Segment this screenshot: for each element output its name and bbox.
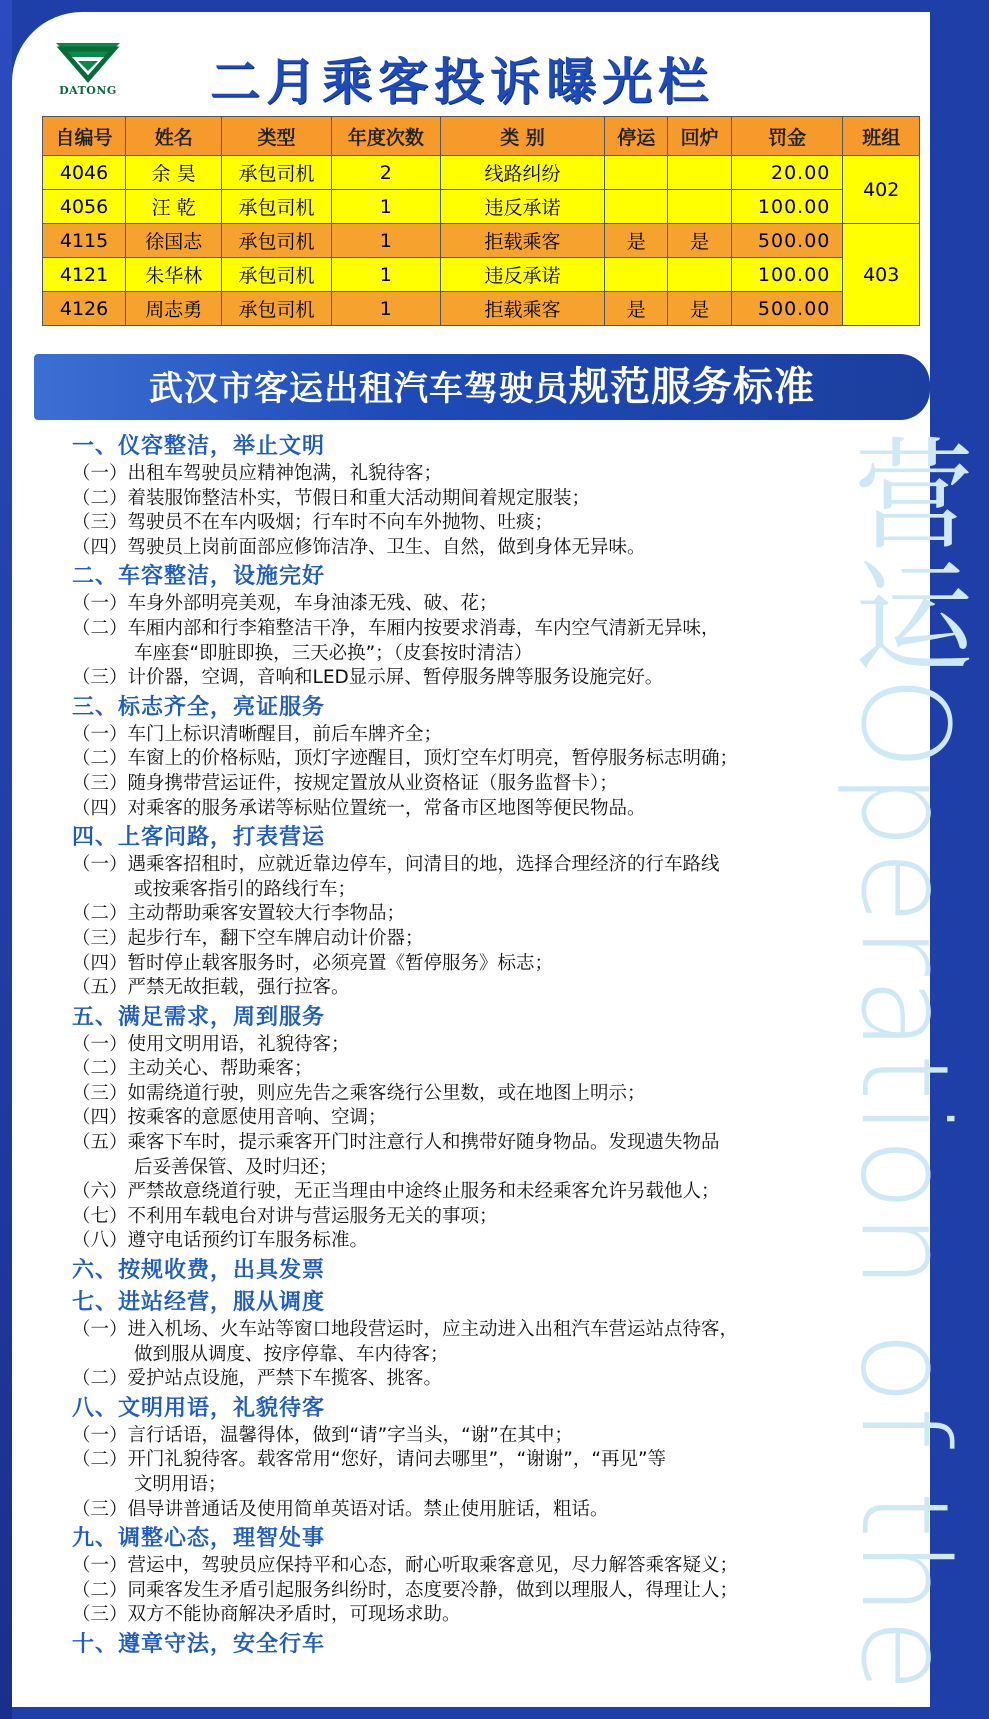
item-number: （三） [72, 667, 128, 689]
cell-id: 4056 [43, 190, 126, 224]
cell-team: 402 [843, 156, 920, 224]
col-header: 姓名 [126, 117, 222, 156]
list-item [72, 1082, 862, 1107]
item-text: 同乘客发生矛盾引起服务纠纷时，态度要冷静，做到以理服人，得理让人； [127, 1579, 739, 1601]
item-number: （一） [72, 1319, 128, 1341]
item-continuation: 后妥善保管、及时归还； [134, 1156, 338, 1178]
item-text: 严禁故意绕道行驶，无正当理由中途终止服务和未经乘客允许另载他人； [127, 1181, 720, 1203]
cell-team: 403 [843, 224, 920, 326]
table-row [43, 190, 920, 224]
list-item [72, 536, 862, 561]
item-text: 暂时停止载客服务时，必须亮置《暂停服务》标志； [127, 952, 554, 974]
item-number: （一） [72, 593, 128, 615]
section-title: 三、标志齐全，亮证服务 [72, 694, 326, 720]
item-text: 车厢内部和行李箱整洁干净，车厢内按要求消毒，车内空气清新无异味， [127, 617, 720, 639]
item-number: （二） [72, 487, 128, 509]
item-continuation: 或按乘客指引的路线行车； [134, 878, 357, 900]
item-text: 开门礼貌待客。载客常用“您好，请问去哪里”，“谢谢”，“再见”等 [127, 1449, 667, 1471]
item-number: （八） [72, 1230, 128, 1252]
cell-id: 4115 [43, 224, 126, 258]
item-number: （三） [72, 1604, 128, 1626]
cell-name: 汪 乾 [126, 190, 222, 224]
item-number: （一） [72, 1555, 128, 1577]
cell-retrain [668, 258, 731, 292]
list-item [72, 487, 862, 512]
list-item [72, 1106, 862, 1131]
list-item [72, 1367, 862, 1392]
item-number: （三） [72, 927, 128, 949]
item-text: 主动帮助乘客安置较大行李物品； [127, 903, 406, 925]
section-title: 二、车容整洁，设施完好 [72, 564, 326, 590]
item-number: （一） [72, 723, 128, 745]
col-header: 类 别 [441, 117, 605, 156]
cell-type: 承包司机 [222, 258, 331, 292]
item-text: 进入机场、火车站等窗口地段营运时，应主动进入出租汽车营运站点待客， [127, 1319, 739, 1341]
item-number: （四） [72, 797, 128, 819]
col-header: 年度次数 [331, 117, 440, 156]
cell-stop: 是 [605, 224, 668, 258]
cell-id: 4126 [43, 292, 126, 326]
cell-retrain [668, 190, 731, 224]
item-number: （一） [72, 854, 128, 876]
item-number: （六） [72, 1181, 128, 1203]
section-title: 七、进站经营，服从调度 [72, 1290, 326, 1316]
list-item [72, 617, 862, 666]
cell-category: 拒载乘客 [441, 292, 605, 326]
item-text: 按乘客的意愿使用音响、空调； [127, 1107, 387, 1129]
item-text: 随身携带营运证件，按规定置放从业资格证（服务监督卡）； [127, 772, 618, 794]
table-row [43, 224, 920, 258]
item-number: （二） [72, 903, 128, 925]
item-text: 驾驶员上岗前面部应修饰洁净、卫生、自然，做到身体无异味。 [127, 536, 646, 558]
list-item [72, 723, 862, 748]
item-text: 乘客下车时，提示乘客开门时注意行人和携带好随身物品。发现遗失物品 [127, 1132, 720, 1154]
cell-category: 违反承诺 [441, 258, 605, 292]
banner-emphasis: 规范服务标准 [569, 364, 815, 410]
cell-count: 1 [331, 292, 440, 326]
list-item [72, 511, 862, 536]
table-row [43, 258, 920, 292]
item-text: 如需绕道行驶，则应先告之乘客绕行公里数，或在地图上明示； [127, 1082, 646, 1104]
cell-retrain: 是 [668, 292, 731, 326]
item-number: （四） [72, 952, 128, 974]
list-item [72, 747, 862, 772]
cell-stop [605, 258, 668, 292]
item-text: 驾驶员不在车内吸烟；行车时不向车外抛物、吐痰； [127, 512, 554, 534]
item-number: （四） [72, 536, 128, 558]
cell-name: 周志勇 [126, 292, 222, 326]
list-item [72, 1180, 862, 1205]
cell-type: 承包司机 [222, 224, 331, 258]
list-item [72, 797, 862, 822]
col-header: 回炉 [668, 117, 731, 156]
cell-stop: 是 [605, 292, 668, 326]
logo-text: DATONG [59, 84, 117, 97]
cell-id: 4046 [43, 156, 126, 190]
list-item [72, 462, 862, 487]
item-number: （二） [72, 1058, 128, 1080]
col-header: 停运 [605, 117, 668, 156]
section-title: 六、按规收费，出具发票 [72, 1258, 326, 1284]
standards-banner [34, 354, 930, 420]
item-number: （三） [72, 1498, 128, 1520]
col-header: 自编号 [43, 117, 126, 156]
item-text: 言行话语，温馨得体，做到“请”字当头，“谢”在其中； [127, 1424, 573, 1446]
list-item [72, 1448, 862, 1497]
cell-type: 承包司机 [222, 292, 331, 326]
item-text: 双方不能协商解决矛盾时，可现场求助。 [127, 1604, 461, 1626]
cell-stop [605, 156, 668, 190]
cell-fine: 100.00 [731, 190, 843, 224]
cell-retrain: 是 [668, 224, 731, 258]
item-text: 营运中，驾驶员应保持平和心态，耐心听取乘客意见，尽力解答乘客疑义； [127, 1555, 739, 1577]
cell-fine: 500.00 [731, 292, 843, 326]
list-item [72, 976, 862, 1001]
item-text: 使用文明用语，礼貌待客； [127, 1033, 350, 1055]
item-text: 倡导讲普通话及使用简单英语对话。禁止使用脏话，粗话。 [127, 1498, 609, 1520]
item-number: （一） [72, 1033, 128, 1055]
table-row [43, 156, 920, 190]
item-text: 不利用车载电台对讲与营运服务无关的事项； [127, 1205, 498, 1227]
item-number: （二） [72, 1579, 128, 1601]
section-title: 四、上客问路，打表营运 [72, 825, 326, 851]
cell-category: 拒载乘客 [441, 224, 605, 258]
item-number: （四） [72, 1107, 128, 1129]
cell-fine: 500.00 [731, 224, 843, 258]
item-number: （二） [72, 1368, 128, 1390]
list-item [72, 1554, 862, 1579]
cell-count: 2 [331, 156, 440, 190]
frame-stripe [0, 0, 12, 1719]
item-text: 遵守电话预约订车服务标准。 [127, 1230, 369, 1252]
item-text: 车门上标识清晰醒目，前后车牌齐全； [127, 723, 443, 745]
item-continuation: 文明用语； [134, 1474, 227, 1495]
list-item [72, 592, 862, 617]
list-item [72, 1498, 862, 1523]
list-item [72, 952, 862, 977]
item-text: 着装服饰整洁朴实，节假日和重大活动期间着规定服装； [127, 487, 591, 509]
list-item [72, 1579, 862, 1604]
item-text: 遇乘客招租时，应就近靠边停车，问清目的地，选择合理经济的行车路线 [127, 854, 720, 876]
cell-category: 违反承诺 [441, 190, 605, 224]
list-item [72, 666, 862, 691]
list-item [72, 1205, 862, 1230]
item-text: 车身外部明亮美观，车身油漆无残、破、花； [127, 593, 498, 615]
standards-content [72, 430, 862, 1660]
section-title: 十、遵章守法，安全行车 [72, 1631, 326, 1657]
cell-name: 朱华林 [126, 258, 222, 292]
cell-count: 1 [331, 258, 440, 292]
cell-type: 承包司机 [222, 156, 331, 190]
list-item [72, 1424, 862, 1449]
col-header: 罚金 [731, 117, 843, 156]
item-number: （三） [72, 772, 128, 794]
item-text: 严禁无故拒载，强行拉客。 [127, 977, 350, 999]
item-continuation: 车座套“即脏即换，三天必换”；（皮套按时清洁） [134, 642, 533, 664]
item-text: 爱护站点设施，严禁下车揽客、挑客。 [127, 1368, 443, 1390]
col-header: 类型 [222, 117, 331, 156]
list-item [72, 1033, 862, 1058]
item-number: （五） [72, 1132, 128, 1154]
section-title: 五、满足需求，周到服务 [72, 1004, 326, 1030]
table-row [43, 292, 920, 326]
cell-stop [605, 190, 668, 224]
list-item [72, 772, 862, 797]
list-item [72, 927, 862, 952]
item-text: 对乘客的服务承诺等标贴位置统一，常备市区地图等便民物品。 [127, 797, 646, 819]
item-number: （二） [72, 1449, 128, 1471]
banner-prefix: 武汉市客运出租汽车驾驶员 [149, 369, 569, 409]
list-item [72, 1057, 862, 1082]
item-number: （三） [72, 512, 128, 534]
item-text: 主动关心、帮助乘客； [127, 1058, 313, 1080]
cell-fine: 100.00 [731, 258, 843, 292]
item-text: 车窗上的价格标贴，顶灯字迹醒目，顶灯空车灯明亮，暂停服务标志明确； [127, 748, 739, 770]
list-item [72, 902, 862, 927]
cell-fine: 20.00 [731, 156, 843, 190]
cell-name: 余 昊 [126, 156, 222, 190]
item-number: （五） [72, 977, 128, 999]
item-number: （二） [72, 748, 128, 770]
list-item [72, 1318, 862, 1367]
col-header: 班组 [843, 117, 920, 156]
item-number: （三） [72, 1082, 128, 1104]
cell-type: 承包司机 [222, 190, 331, 224]
item-number: （二） [72, 617, 128, 639]
item-text: 起步行车，翻下空车牌启动计价器； [127, 927, 424, 949]
section-title: 一、仪容整洁，举止文明 [72, 434, 326, 459]
list-item [72, 853, 862, 902]
table-header-row [43, 117, 920, 156]
cell-count: 1 [331, 224, 440, 258]
item-text: 计价器，空调，音响和LED显示屏、暂停服务牌等服务设施完好。 [127, 667, 664, 689]
cell-category: 线路纠纷 [441, 156, 605, 190]
notice-board [12, 12, 973, 1707]
section-title: 八、文明用语，礼貌待客 [72, 1395, 326, 1421]
item-continuation: 做到服从调度、按序停靠、车内待客； [134, 1343, 449, 1365]
item-number: （一） [72, 1424, 128, 1446]
cell-name: 徐国志 [126, 224, 222, 258]
complaint-table [42, 116, 920, 326]
item-text: 出租车驾驶员应精神饱满，礼貌待客； [127, 463, 443, 484]
item-number: （一） [72, 463, 128, 484]
list-item [72, 1131, 862, 1180]
page-title: 二月乘客投诉曝光栏 [210, 53, 714, 111]
list-item [72, 1603, 862, 1628]
item-number: （七） [72, 1205, 128, 1227]
cell-count: 1 [331, 190, 440, 224]
watermark-text: 营运Operation of the [834, 432, 973, 1695]
list-item [72, 1229, 862, 1254]
cell-retrain [668, 156, 731, 190]
cell-id: 4121 [43, 258, 126, 292]
section-title: 九、调整心态，理智处事 [72, 1526, 326, 1552]
